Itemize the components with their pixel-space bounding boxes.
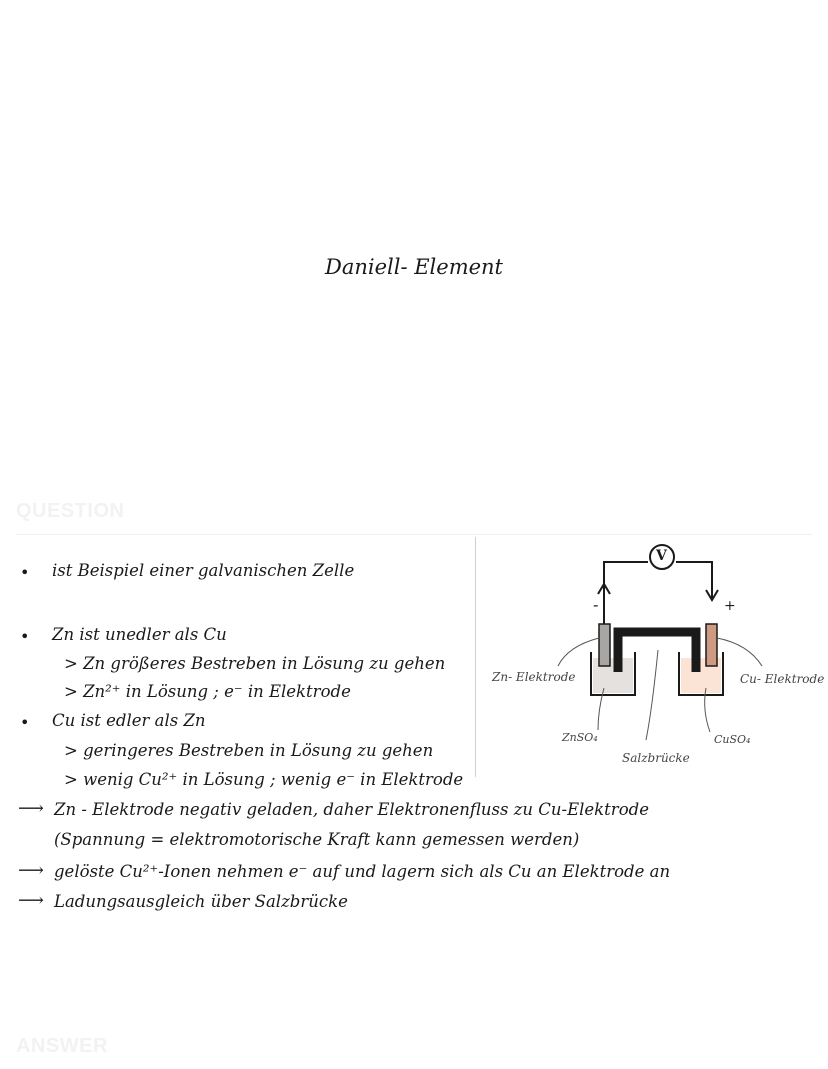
note-line-5: Cu ist edler als Zn: [52, 711, 206, 730]
page-title: Daniell- Element: [324, 255, 503, 279]
zn-electrode-label: Zn- Elektrode: [492, 670, 576, 684]
zn-electrode: [599, 624, 610, 666]
plus-sign: +: [724, 598, 736, 614]
bullet-icon: •: [20, 563, 30, 582]
note-line-9: (Spannung = elektromotorische Kraft kann gemessen werden): [54, 830, 580, 849]
note-line-2: Zn ist unedler als Cu: [52, 625, 227, 644]
cell-sketch: [486, 540, 816, 775]
note-line-4: > Zn²⁺ in Lösung ; e⁻ in Elektrode: [64, 682, 351, 701]
note-line-10: gelöste Cu²⁺-Ionen nehmen e⁻ auf und lagern sich als Cu an Elektrode an: [54, 862, 671, 881]
arrow-right-icon: ⟶: [18, 798, 44, 819]
cu-electrode: [706, 624, 717, 666]
minus-sign: -: [593, 595, 599, 614]
question-label: QUESTION: [16, 500, 125, 522]
arrow-right-icon: ⟶: [18, 860, 44, 881]
note-line-8: Zn - Elektrode negativ geladen, daher Elektronenfluss zu Cu-Elektrode: [54, 800, 649, 819]
note-line-6: > geringeres Bestreben in Lösung zu gehen: [64, 741, 434, 760]
cu-electrode-label: Cu- Elektrode: [740, 672, 825, 686]
daniell-cell-diagram: [486, 540, 825, 775]
pointer-salt-bridge: [646, 650, 658, 740]
note-line-1: ist Beispiel einer galvanischen Zelle: [52, 561, 355, 580]
arrow-right-icon: ⟶: [18, 890, 44, 911]
znso4-label: ZnSO₄: [562, 731, 598, 744]
pointer-zn-electrode: [558, 638, 599, 666]
answer-label: ANSWER: [16, 1035, 108, 1057]
note-line-7: > wenig Cu²⁺ in Lösung ; wenig e⁻ in Elektrode: [64, 770, 464, 789]
column-divider: [475, 537, 476, 777]
cuso4-label: CuSO₄: [714, 733, 751, 746]
voltmeter-label: V: [656, 548, 667, 564]
note-line-11: Ladungsausgleich über Salzbrücke: [54, 892, 348, 911]
note-line-3: > Zn größeres Bestreben in Lösung zu gehen: [64, 654, 446, 673]
salt-bridge-label: Salzbrücke: [622, 751, 690, 765]
bullet-icon: •: [20, 627, 30, 646]
section-divider: [16, 534, 812, 535]
bullet-icon: •: [20, 713, 30, 732]
